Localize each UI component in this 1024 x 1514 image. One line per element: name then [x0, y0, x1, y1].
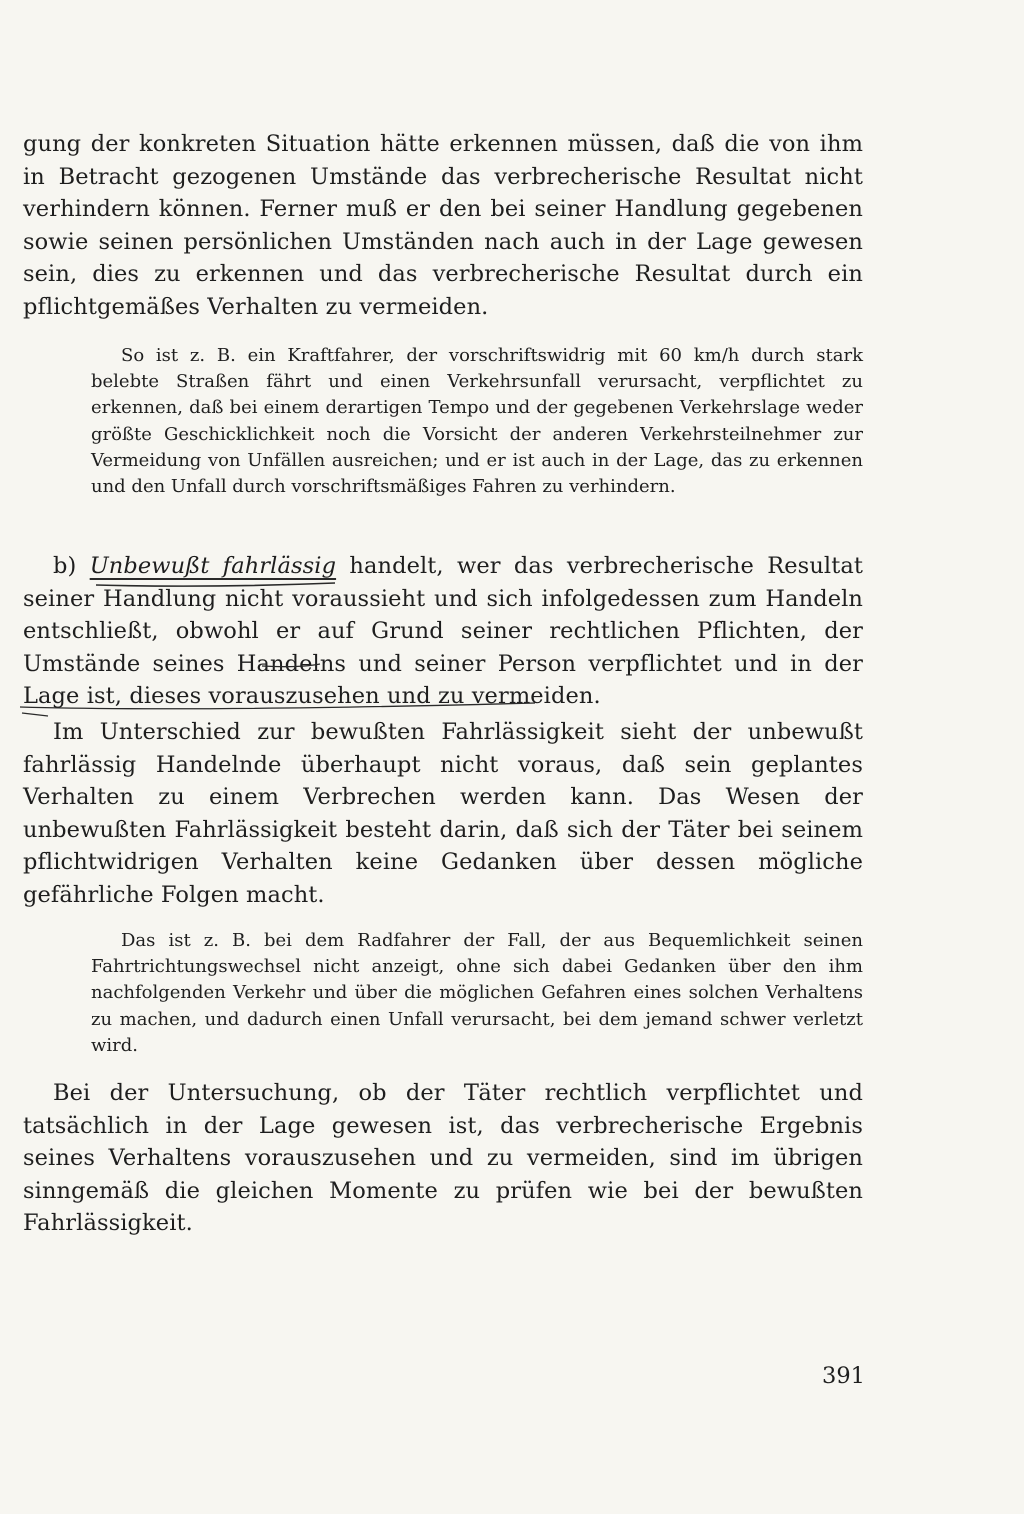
paragraph-2-body: handelt, wer das verbrecherische Resultat seiner Handlung nicht voraussieht und sich infolgedessen zum Handeln entschließt, obwohl er auf Grund seiner rechtlichen Pflichten, der Umstände seines Handelns und seiner Person verpflichtet und in der Lage ist, dieses vorauszusehen und zu vermeiden. — [23, 553, 864, 709]
example-2: Das ist z. B. bei dem Radfahrer der Fall, der aus Bequemlichkeit seinen Fahrtrichtungswechsel nicht anzeigt, ohne sich dabei Gedanken über den ihm nachfolgenden Verkehr und über die möglichen Gefahren eines solchen Verhaltens zu machen, und dadurch einen Unfall verursacht, bei dem jemand schwer verletzt wird. — [91, 930, 863, 1056]
paragraph-2 — [23, 550, 863, 713]
paragraph-4: Bei der Untersuchung, ob der Täter rechtlich verpflichtet und tatsächlich in der Lage gewesen ist, das verbrecherische Ergebnis seines Verhaltens vorauszusehen und zu vermeiden, sind im übrigen sinngemäß die gleichen Momente zu prüfen wie bei der bewußten Fahrlässigkeit. — [23, 1080, 863, 1236]
paragraph-2-prefix: b) — [53, 553, 90, 579]
example-1: So ist z. B. ein Kraftfahrer, der vorschriftswidrig mit 60 km/h durch stark belebte Straßen fährt und einen Verkehrsunfall verursacht, verpflichtet zu erkennen, daß bei einem derartigen Tempo und der gegebenen Verkehrslage weder größte Geschicklichkeit noch die Vorsicht der anderen Verkehrsteilnehmer zur Vermeidung von Unfällen ausreichen; und er ist auch in der Lage, das zu erkennen und den Unfall durch vorschriftsmäßiges Fahren zu verhindern. — [91, 345, 863, 498]
term-unbewusst-fahrlaessig: Unbewußt fahrlässig — [89, 553, 337, 579]
paragraph-1: gung der konkreten Situation hätte erkennen müssen, daß die von ihm in Betracht gezogenen Umstände das verbrecherische Resultat nicht verhindern können. Ferner muß er den bei seiner Handlung gegebenen sowie seinen persönlichen Umständen nach auch in der Lage gewesen sein, dies zu erkennen und das verbrecherische Resultat durch ein pflichtgemäßes Verhalten zu vermeiden. — [23, 131, 863, 320]
page-number: 391 — [822, 1363, 865, 1389]
paragraph-3: Im Unterschied zur bewußten Fahrlässigkeit sieht der unbewußt fahrlässig Handelnde überhaupt nicht voraus, daß sein geplantes Verhalten zu einem Verbrechen werden kann. Das Wesen der unbewußten Fahrlässigkeit besteht darin, daß sich der Täter bei seinem pflichtwidrigen Verhalten keine Gedanken über dessen mögliche gefährliche Folgen macht. — [23, 719, 863, 908]
